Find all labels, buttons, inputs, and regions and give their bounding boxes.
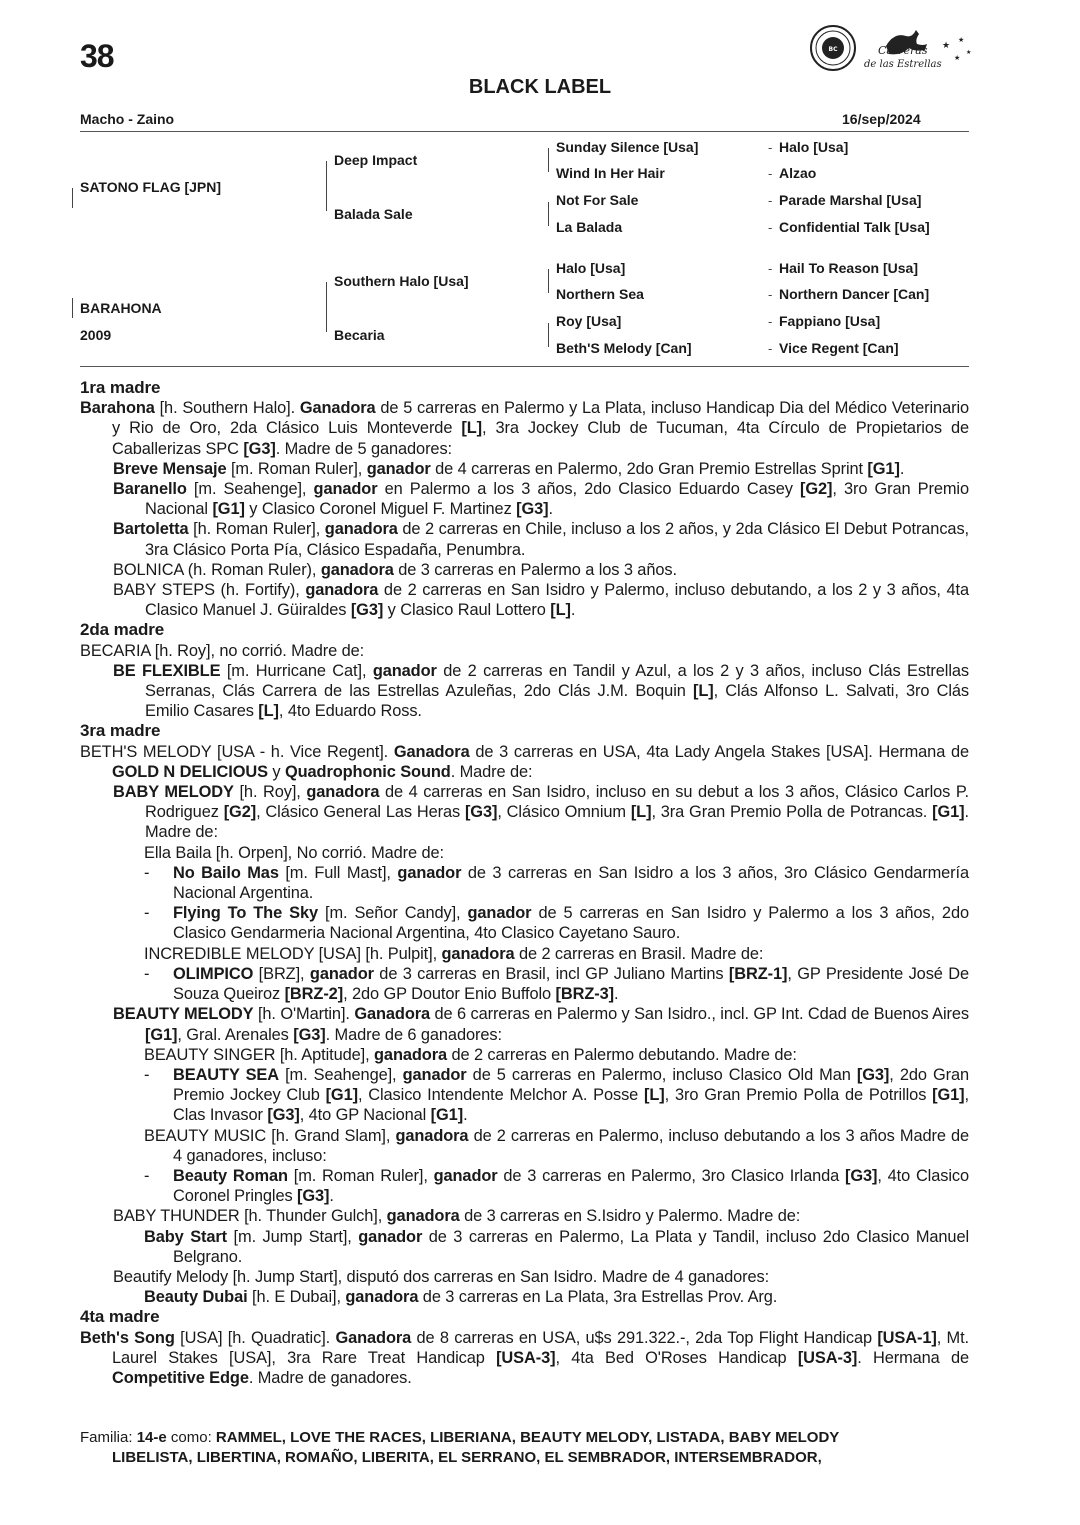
pedigree-paragraph: BEAUTY MUSIC [h. Grand Slam], ganadora de 2 carreras en Palermo, incluso debutando a los 3 años Madre de 4 ganadores, incluso: — [144, 1126, 970, 1165]
pedigree-paragraph: BECARIA [h. Roy], no corrió. Madre de: — [80, 641, 365, 660]
pedigree-paragraph: Beautify Melody [h. Jump Start], disputó dos carreras en San Isidro. Madre de 4 ganadores: — [113, 1267, 770, 1286]
dam-dam: Becaria — [334, 327, 385, 343]
pedigree-paragraph: Barahona [h. Southern Halo]. Ganadora de 5 carreras en Palermo y La Plata, incluso Handicap Dia del Médico Veterinario y Rio de Oro, 2da Clásico Luis Monteverde [L], 3ra Jockey Club de Tucuman, 4ta Círculo de Propietarios de Caballerizas SPC [G3]. Madre de 5 ganadores: — [80, 399, 969, 458]
family-members-2: LIBELISTA, LIBERTINA, ROMAÑO, LIBERITA, EL SERRANO, EL SEMBRADOR, INTERSEMBRADOR, — [112, 1449, 822, 1466]
sire-sire: Deep Impact — [334, 152, 418, 168]
pedigree-paragraph: Beth's Song [USA] [h. Quadratic]. Ganadora de 8 carreras en USA, u$s 291.322.-, 2da Top Flight Handicap [USA-1], Mt. Laurel Stakes [USA], 3ra Rare Treat Handicap [USA-3], 4ta Bed O'Roses Handicap [USA-3]. Hermana de Competitive Edge. Madre de ganadores. — [80, 1328, 970, 1387]
section-heading: 3ra madre — [80, 721, 161, 741]
page-title: BLACK LABEL — [468, 76, 612, 98]
pedigree-paragraph: BEAUTY SINGER [h. Aptitude], ganadora de 2 carreras en Palermo debutando. Madre de: — [144, 1045, 797, 1064]
family-members-1: RAMMEL, LOVE THE RACES, LIBERIANA, BEAUTY MELODY, LISTADA, BABY MELODY — [215, 1429, 840, 1446]
divider — [80, 131, 969, 132]
family-como: como: — [170, 1429, 212, 1446]
family-line-1 — [80, 1428, 969, 1448]
pedigree-paragraph: BABY MELODY [h. Roy], ganadora de 4 carreras en San Isidro, incluso en su debut a los 3 años, Clásico Carlos P. Rodriguez [G2], Clásico General Las Heras [G3], Clásico Omnium [L], 3ra Gran Premio Polla de Potrancas. [G1]. Madre de: — [113, 783, 969, 842]
report-date: 16/sep/2024 — [842, 111, 921, 127]
dam-year: 2009 — [80, 327, 112, 343]
pedigree-gen3-6: Northern Sea — [556, 286, 644, 302]
pedigree-paragraph: BABY THUNDER [h. Thunder Gulch], ganadora de 3 carreras en S.Isidro y Palermo. Madre de: — [113, 1207, 801, 1226]
pedigree-paragraph: Bartoletta [h. Roman Ruler], ganadora de 2 carreras en Chile, incluso a los 2 años, y 2da Clásico El Debut Potrancas, 3ra Clásico Porta Pía, Clásico Espadaña, Penumbra. — [113, 520, 969, 559]
pedigree-paragraph: Ella Baila [h. Orpen], No corrió. Madre de: — [144, 843, 444, 862]
svg-text:★: ★ — [954, 54, 961, 62]
dam-line-body — [80, 378, 969, 1388]
pedigree-gen3-1: Sunday Silence [Usa] — [556, 139, 699, 155]
sire-name: SATONO FLAG [JPN] — [80, 179, 222, 195]
dam-name: BARAHONA — [80, 300, 162, 316]
logo-group — [808, 24, 978, 74]
pedigree-gen3-5: Halo [Usa] — [556, 260, 626, 276]
pedigree-gen4-8: Vice Regent [Can] — [779, 340, 899, 356]
pedigree-paragraph: Baby Start [m. Jump Start], ganador de 3 carreras en Palermo, La Plata y Tandil, incluso 2do Clasico Manuel Belgrano. — [144, 1227, 970, 1266]
pedigree-paragraph: - No Bailo Mas [m. Full Mast], ganador de 3 carreras en San Isidro a los 3 años, 3ro Clásico Gendarmería Nacional Argentina. — [144, 863, 969, 903]
svg-text:★: ★ — [942, 41, 951, 51]
svg-text:de las Estrellas: de las Estrellas — [864, 59, 942, 70]
pedigree-gen4-4: Confidential Talk [Usa] — [779, 219, 930, 235]
pedigree-paragraph: BABY STEPS (h. Fortify), ganadora de 2 carreras en San Isidro y Palermo, incluso debutando, a los 2 y 3 años, 4ta Clasico Manuel J. Güiraldes [G3] y Clasico Raul Lottero [L]. — [113, 581, 969, 620]
pedigree-gen4-2: Alzao — [779, 165, 817, 181]
pedigree-gen4-3: Parade Marshal [Usa] — [779, 192, 922, 208]
pedigree-gen3-2: Wind In Her Hair — [556, 165, 665, 181]
breeders-cup-seal-icon — [808, 24, 978, 74]
pedigree-paragraph: - Beauty Roman [m. Roman Ruler], ganador de 3 carreras en Palermo, 3ro Clasico Irlanda [G3], 4to Clasico Coronel Pringles [G3]. — [144, 1166, 969, 1206]
page-number: 38 — [80, 38, 114, 74]
pedigree-paragraph: Breve Mensaje [m. Roman Ruler], ganador de 4 carreras en Palermo, 2do Gran Premio Estrellas Sprint [G1]. — [113, 459, 905, 478]
sex-color: Macho - Zaino — [80, 111, 175, 127]
pedigree-paragraph: BETH'S MELODY [USA - h. Vice Regent]. Ganadora de 3 carreras en USA, 4ta Lady Angela Stakes [USA]. Hermana de GOLD N DELICIOUS y Quadrophonic Sound. Madre de: — [80, 742, 969, 781]
section-heading: 4ta madre — [80, 1307, 160, 1327]
pedigree-paragraph: INCREDIBLE MELODY [USA] [h. Pulpit], ganadora de 2 carreras en Brasil. Madre de: — [144, 944, 764, 963]
pedigree-paragraph: BE FLEXIBLE [m. Hurricane Cat], ganador de 2 carreras en Tandil y Azul, a los 2 y 3 años, incluso Clás Estrellas Serranas, Clás Carrera de las Estrellas Azuleñas, 2do Clás J.M. Boquin [L], Clás Alfonso L. Salvati, 3ro Clás Emilio Casares [L], 4to Eduardo Ross. — [113, 661, 969, 721]
svg-text:★: ★ — [958, 36, 965, 44]
pedigree-gen4-6: Northern Dancer [Can] — [779, 286, 930, 302]
pedigree-gen4-5: Hail To Reason [Usa] — [779, 260, 918, 276]
dam-sire: Southern Halo [Usa] — [334, 273, 469, 289]
svg-text:★: ★ — [966, 49, 972, 56]
svg-text:Carreras: Carreras — [878, 44, 928, 57]
pedigree-paragraph: Beauty Dubai [h. E Dubai], ganadora de 3 carreras en La Plata, 3ra Estrellas Prov. Arg. — [144, 1288, 778, 1307]
svg-text:BC: BC — [828, 46, 838, 53]
pedigree-gen3-7: Roy [Usa] — [556, 313, 622, 329]
pedigree-paragraph: BEAUTY MELODY [h. O'Martin]. Ganadora de 6 carreras en Palermo y San Isidro., incl. GP Int. Cdad de Buenos Aires [G1], Gral. Arenales [G3]. Madre de 6 ganadores: — [113, 1005, 970, 1044]
section-heading: 1ra madre — [80, 378, 161, 397]
pedigree-gen3-3: Not For Sale — [556, 192, 639, 208]
sire-dam: Balada Sale — [334, 206, 413, 222]
pedigree-paragraph: - Flying To The Sky [m. Señor Candy], ganador de 5 carreras en San Isidro y Palermo a los 3 años, 2do Clasico Gendarmeria Nacional Argentina, 4to Clasico Cayetano Sauro. — [144, 904, 969, 943]
family-label: Familia: — [80, 1429, 133, 1446]
family-line-2 — [80, 1448, 969, 1468]
pedigree-paragraph: Baranello [m. Seahenge], ganador en Palermo a los 3 años, 2do Clasico Eduardo Casey [G2], 3ro Gran Premio Nacional [G1] y Clasico Coronel Miguel F. Martinez [G3]. — [113, 480, 969, 519]
family-footer — [80, 1428, 969, 1468]
divider — [80, 366, 969, 367]
pedigree-gen4-7: Fappiano [Usa] — [779, 313, 881, 329]
section-heading: 2da madre — [80, 620, 165, 640]
pedigree-gen3-4: La Balada — [556, 219, 623, 235]
pedigree-gen3-8: Beth'S Melody [Can] — [556, 340, 692, 356]
pedigree-gen4-1: Halo [Usa] — [779, 139, 849, 155]
pedigree-paragraph: - BEAUTY SEA [m. Seahenge], ganador de 5 carreras en Palermo, incluso Clasico Old Man [G3], 2do Gran Premio Jockey Club [G1], Clasico Intendente Melchor A. Posse [L], 3ro Gran Premio Polla de Potrillos [G1], Clas Invasor [G3], 4to GP Nacional [G1]. — [144, 1065, 969, 1125]
pedigree-paragraph: BOLNICA (h. Roman Ruler), ganadora de 3 carreras en Palermo a los 3 años. — [113, 560, 677, 579]
pedigree-paragraph: - OLIMPICO [BRZ], ganador de 3 carreras en Brasil, incl GP Juliano Martins [BRZ-1], GP Presidente José De Souza Queiroz [BRZ-2], 2do GP Doutor Enio Buffolo [BRZ-3]. — [144, 964, 969, 1004]
family-number: 14-e — [136, 1429, 167, 1446]
